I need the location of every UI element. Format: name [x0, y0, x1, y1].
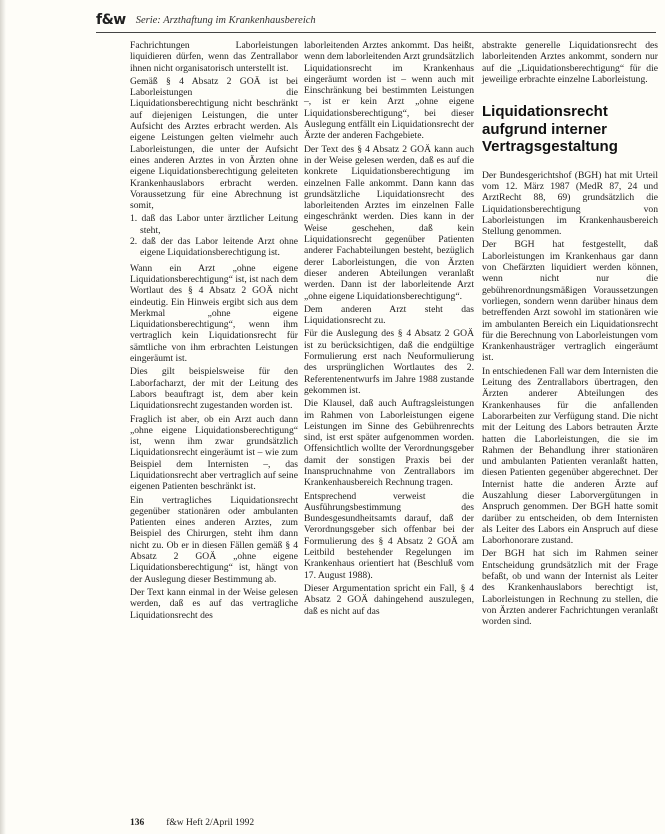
- page-fold-shadow: [0, 0, 6, 834]
- paragraph: Der Bundesgerichtshof (BGH) hat mit Urteil vom 12. März 1987 (MedR 87, 24 und ArztRecht 88, 69) grundsätzlich die Liquidationsberechtigung von Laborleistungen im Krankenhausbereich Stellung genommen.: [482, 169, 658, 238]
- paragraph: Der BGH hat sich im Rahmen seiner Entscheidung grundsätzlich mit der Frage befaßt, ob und wann der Internist als Leiter des Krankenhauslabors berechtigt ist, Laborleistungen in Rechnung zu stellen, die von Ärzten anderer Fachrichtungen veranlaßt worden sind.: [482, 548, 658, 628]
- list-item: 2. daß der das Labor leitende Arzt ohne eigene Liquidationsberechtigung ist.: [130, 236, 298, 259]
- series-title: Serie: Arzthaftung im Krankenhausbereich: [135, 14, 316, 26]
- paragraph: In entschiedenen Fall war dem Internisten die Leitung des Zentrallabors übertragen, den Ärzten anderer Abteilungen des Krankenhauses für die anfallenden Laborarbeiten zur Verfügung stand. Die nicht mit der Leitung des Labors betrauten Ärzte hatten die Laborleistungen, die sie im Rahmen der Behandlung ihrer stationären und ambulanten Patienten veranlaßt hatten, diesen Patienten gegenüber abgerechnet. Der Internist hatte die anderen Ärzte auf Auszahlung dieser Laborvergütungen in Anspruch genommen. Der BGH hatte somit darüber zu entscheiden, ob dem Internisten als Leiter des Labors ein Anspruch auf diese Laborhonorare zustand.: [482, 365, 658, 547]
- list-item: 1. daß das Labor unter ärztlicher Leitung steht,: [130, 213, 298, 236]
- paragraph: Der Text kann einmal in der Weise gelesen werden, daß es auf das vertragliche Liquidationsrecht des: [130, 586, 298, 621]
- paragraph: Ein vertragliches Liquidationsrecht gegenüber stationären oder ambulanten Patienten eines anderen Arztes, zum Beispiel des Chirurgen, steht ihm dann nicht zu. Ob er in diesen Fällen gemäß § 4 Absatz 2 GOÄ „ohne eigene Liquidationsberechtigung“ ist, hängt von der Auslegung dieser Bestimmung ab.: [130, 494, 298, 585]
- journal-issue: f&w Heft 2/April 1992: [166, 818, 255, 828]
- paragraph: Fachrichtungen Laborleistungen liquidieren dürfen, wenn das Zentrallabor ihnen nicht organisatorisch unterstellt ist.: [130, 40, 298, 74]
- column-3: [482, 40, 658, 630]
- section-heading: Liquidationsrecht aufgrund interner Vertragsgestaltung: [482, 103, 618, 156]
- page-header: [96, 8, 656, 33]
- paragraph: laborleitenden Arztes ankommt. Das heißt, wenn dem laborleitenden Arzt grundsätzlich Liquidationsrecht im Krankenhaus eingeräumt worden ist – wenn auch mit Einschränkung bei bestimmten Leistungen –, ist er kein Arzt „ohne eigene Liquidationsberechtigung“, bei dieser Auslegung entfällt ein Liquidationsrecht der Ärzte der anderen Fachgebiete.: [304, 40, 474, 142]
- page-footer: [130, 818, 254, 828]
- paragraph: abstrakte generelle Liquidationsrecht des laborleitenden Arztes ankommt, sondern nur auf die „Liquidationsberechtigung“ für die jeweilige erbrachte einzelne Laborleistung.: [482, 40, 658, 85]
- page-number: 136: [130, 818, 145, 828]
- paragraph: Dieser Argumentation spricht ein Fall, § 4 Absatz 2 GOÄ dahingehend auszulegen, daß es nicht auf das: [304, 582, 474, 617]
- paragraph: Fraglich ist aber, ob ein Arzt auch dann „ohne eigene Liquidationsberechtigung“ ist, wenn ihm zwar grundsätzlich Liquidationsrecht eingeräumt ist – wie zum Beispiel dem Internisten –, das Liquidationsrecht aber vertraglich auf seine eigenen Patienten beschränkt ist.: [130, 413, 298, 493]
- paragraph: Dies gilt beispielsweise für den Laborfacharzt, der mit der Leitung des Labors beauftragt ist, dem aber kein Liquidationsrecht zugestanden worden ist.: [130, 366, 298, 412]
- conditions-list: [130, 213, 298, 258]
- column-1: [130, 40, 298, 623]
- paragraph: Wann ein Arzt „ohne eigene Liquidationsberechtigung“ ist, ist nach dem Wortlaut des § 4 Absatz 2 GOÄ nicht eindeutig. Ein Hinweis ergibt sich aus dem Merkmal „ohne eigene Liquidationsberechtigung“, wenn ihm vertraglich kein Liquidationsrecht für sämtliche von ihm erbrachten Leistungen eingeräumt ist.: [130, 262, 298, 365]
- journal-logo: f&w: [96, 12, 126, 28]
- paragraph: Der Text des § 4 Absatz 2 GOÄ kann auch in der Weise gelesen werden, daß es auf die konkrete Liquidationsberechtigung im einzelnen Falle ankommt. Dann kann das grundsätzliche Liquidationsrecht des laborleitenden Arztes im einzelnen Falle eingeschränkt werden. Dies kann in der Weise geschehen, daß kein Liquidationsrecht gegenüber Patienten anderer Fachabteilungen besteht, bezüglich derer Laborleistungen, die von Ärzten dieser anderen Abteilungen veranlaßt werden. Dann ist der laborleitende Arzt „ohne eigene Liquidationsberechtigung“.: [304, 143, 474, 302]
- paragraph: Dem anderen Arzt steht das Liquidationsrecht zu.: [304, 303, 474, 327]
- paragraph: Der BGH hat festgestellt, daß Laborleistungen im Krankenhaus gar dann von Chefärzten liquidiert werden können, wenn nicht nur die gebührenordnungsmäßigen Voraussetzungen vorliegen, sondern wenn darüber hinaus dem betreffenden Arzt sowohl im stationären wie im ambulanten Bereich ein Liquidationsrecht für die Berechnung von Laborleistungen vom Krankenhausträger vertraglich eingeräumt ist.: [482, 239, 658, 364]
- paragraph: Die Klausel, daß auch Auftragsleistungen im Rahmen von Laborleistungen eigene Leistungen im Sinne des Gebührenrechts sind, ist erst später aufgenommen worden. Offensichtlich wollte der Verordnungsgeber damit der sonstigen Praxis bei der Inanspruchnahme von Zentrallabors im Krankenhausbereich Rechnung tragen.: [304, 398, 474, 489]
- paragraph: Gemäß § 4 Absatz 2 GOÄ ist bei Laborleistungen die Liquidationsberechtigung nicht beschränkt auf diejenigen Leistungen, die unter Aufsicht des Arztes erbracht werden. Als eigene Leistungen gelten vielmehr auch Laborleistungen, die unter der Aufsicht eines anderen Arztes in von Ärzten ohne eigene Liquidationsberechtigung geleiteten Krankenhauslabors erbracht werden. Voraussetzung für eine Abrechnung ist somit,: [130, 75, 298, 212]
- paragraph: Für die Auslegung des § 4 Absatz 2 GOÄ ist zu berücksichtigen, daß die endgültige Formulierung erst nach Neuformulierung des ursprünglichen Wortlautes des 2. Referentenentwurfs im Jahre 1988 zustande gekommen ist.: [304, 328, 474, 396]
- column-2: [304, 40, 474, 619]
- paragraph: Entsprechend verweist die Ausführungsbestimmung des Bundesgesundheitsamts darauf, daß der Verordnungsgeber sich offenbar bei der Formulierung des § 4 Absatz 2 GOÄ am Leitbild bestehender Regelungen im Krankenhaus orientiert hat (Beschluß vom 17. August 1988).: [304, 490, 474, 581]
